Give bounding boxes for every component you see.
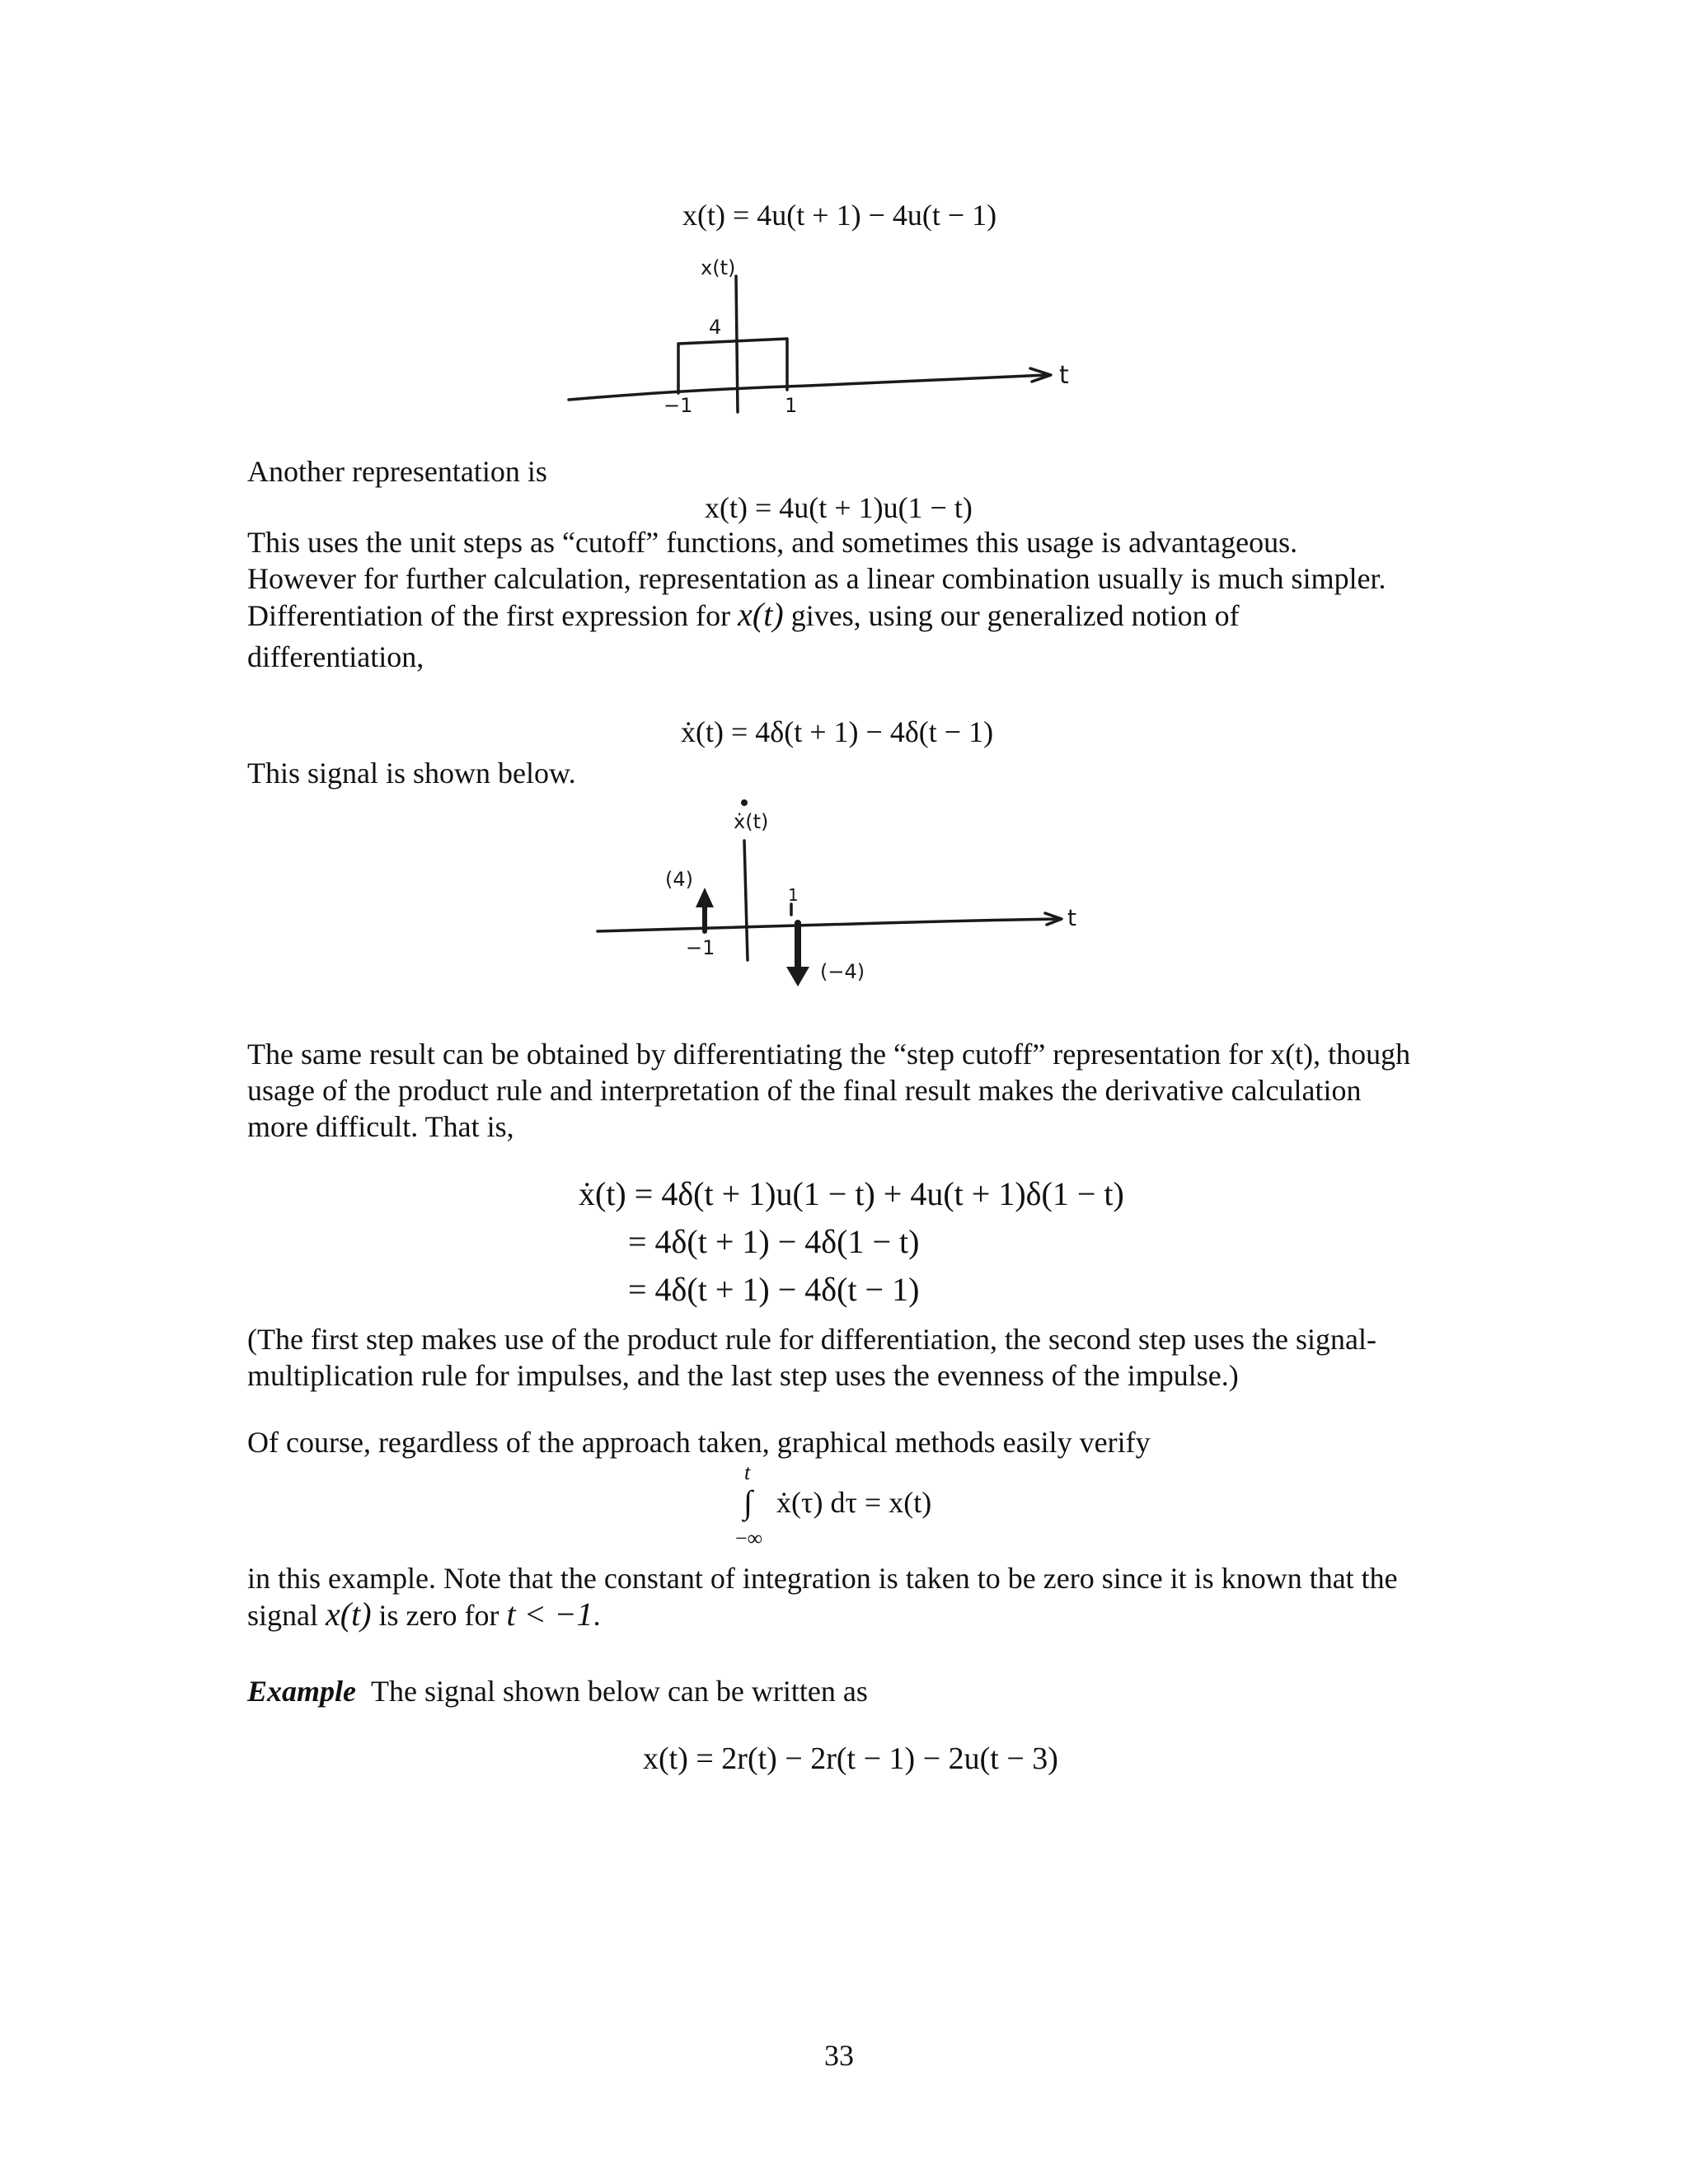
paragraph-same-result [247, 1036, 1451, 1145]
text-run: . [593, 1599, 601, 1632]
text-line: However for further calculation, representation as a linear combination usually is much simpler. [247, 562, 1386, 595]
text-run: gives, using our generalized notion of [783, 599, 1240, 632]
impulse-down-label: (−4) [820, 960, 865, 983]
tick-label-right: 1 [785, 394, 798, 417]
x-axis-label: t [1059, 361, 1069, 390]
time-axis [598, 919, 1059, 931]
paragraph-another: Another representation is [247, 455, 547, 488]
time-axis [569, 375, 1047, 400]
example-label: Example [247, 1675, 356, 1708]
paragraph-shown-below: This signal is shown below. [247, 757, 576, 790]
example-paragraph [247, 1672, 868, 1710]
impulse-down-arrowhead [786, 967, 809, 987]
paragraph-cutoff [247, 524, 1451, 675]
text-line: usage of the product rule and interpretation of the final result makes the derivative calculation [247, 1074, 1362, 1107]
inline-math: x(t) [326, 1596, 372, 1633]
text-line [247, 1596, 1451, 1633]
integral-upper-limit: t [744, 1460, 751, 1484]
text-line: The same result can be obtained by differentiating the “step cutoff” representation for x(t), though [247, 1038, 1411, 1071]
x-axis-label: t [1067, 904, 1076, 931]
equation-product-rule-line1: ẋ(t) = 4δ(t + 1)u(1 − t) + 4u(t + 1)δ(1 − t) [579, 1175, 1124, 1212]
integral-lower-limit: −∞ [735, 1526, 763, 1550]
pulse-outline [678, 339, 787, 386]
example-text: The signal shown below can be written as [371, 1675, 868, 1708]
text-run: is zero for [371, 1599, 507, 1632]
derivative-dot [741, 799, 748, 806]
integral-sign: ∫ [743, 1483, 753, 1521]
y-axis-label: ẋ(t) [734, 810, 769, 833]
y-axis-label: x(t) [701, 256, 736, 279]
paragraph-of-course: Of course, regardless of the approach taken, graphical methods easily verify [247, 1426, 1151, 1459]
inline-math: x(t) [738, 596, 784, 633]
impulse-up-arrowhead [696, 888, 714, 907]
tick-label-left: −1 [663, 394, 693, 417]
paragraph-in-this-example [247, 1560, 1451, 1633]
impulse-sketch [593, 795, 1104, 1001]
text-line: differentiation, [247, 640, 424, 673]
text-line: This uses the unit steps as “cutoff” functions, and sometimes this usage is advantageous. [247, 526, 1298, 559]
text-line: more difficult. That is, [247, 1110, 514, 1143]
impulse-up-label: (4) [665, 868, 693, 891]
equation-cutoff: x(t) = 4u(t + 1)u(1 − t) [705, 491, 973, 524]
vertical-axis [736, 276, 738, 412]
text-line [247, 597, 1451, 634]
text-run: signal [247, 1599, 326, 1632]
page-number: 33 [824, 2039, 854, 2072]
equation-product-rule-line3: = 4δ(t + 1) − 4δ(t − 1) [628, 1271, 920, 1308]
text-run: Differentiation of the first expression for [247, 599, 738, 632]
pulse-sketch [560, 251, 1096, 429]
text-line: in this example. Note that the constant of integration is taken to be zero since it is known that the [247, 1562, 1398, 1595]
integral-body: ẋ(τ) dτ = x(t) [776, 1486, 932, 1519]
equation-product-rule-line2: = 4δ(t + 1) − 4δ(1 − t) [628, 1223, 920, 1260]
text-line: (The first step makes use of the product rule for differentiation, the second step uses the signal- [247, 1323, 1376, 1356]
pulse-height-label: 4 [709, 316, 722, 339]
vertical-axis [744, 841, 748, 960]
inline-math: t < −1 [506, 1596, 593, 1633]
tick-label-right: 1 [788, 885, 799, 905]
paragraph-first-step [247, 1321, 1451, 1394]
equation-ramp: x(t) = 2r(t) − 2r(t − 1) − 2u(t − 3) [643, 1741, 1058, 1776]
equation-derivative: ẋ(t) = 4δ(t + 1) − 4δ(t − 1) [681, 715, 994, 748]
equation-step-pair: x(t) = 4u(t + 1) − 4u(t − 1) [682, 199, 997, 232]
tick-label-left: −1 [686, 936, 715, 959]
text-line: multiplication rule for impulses, and the last step uses the evenness of the impulse.) [247, 1359, 1239, 1392]
